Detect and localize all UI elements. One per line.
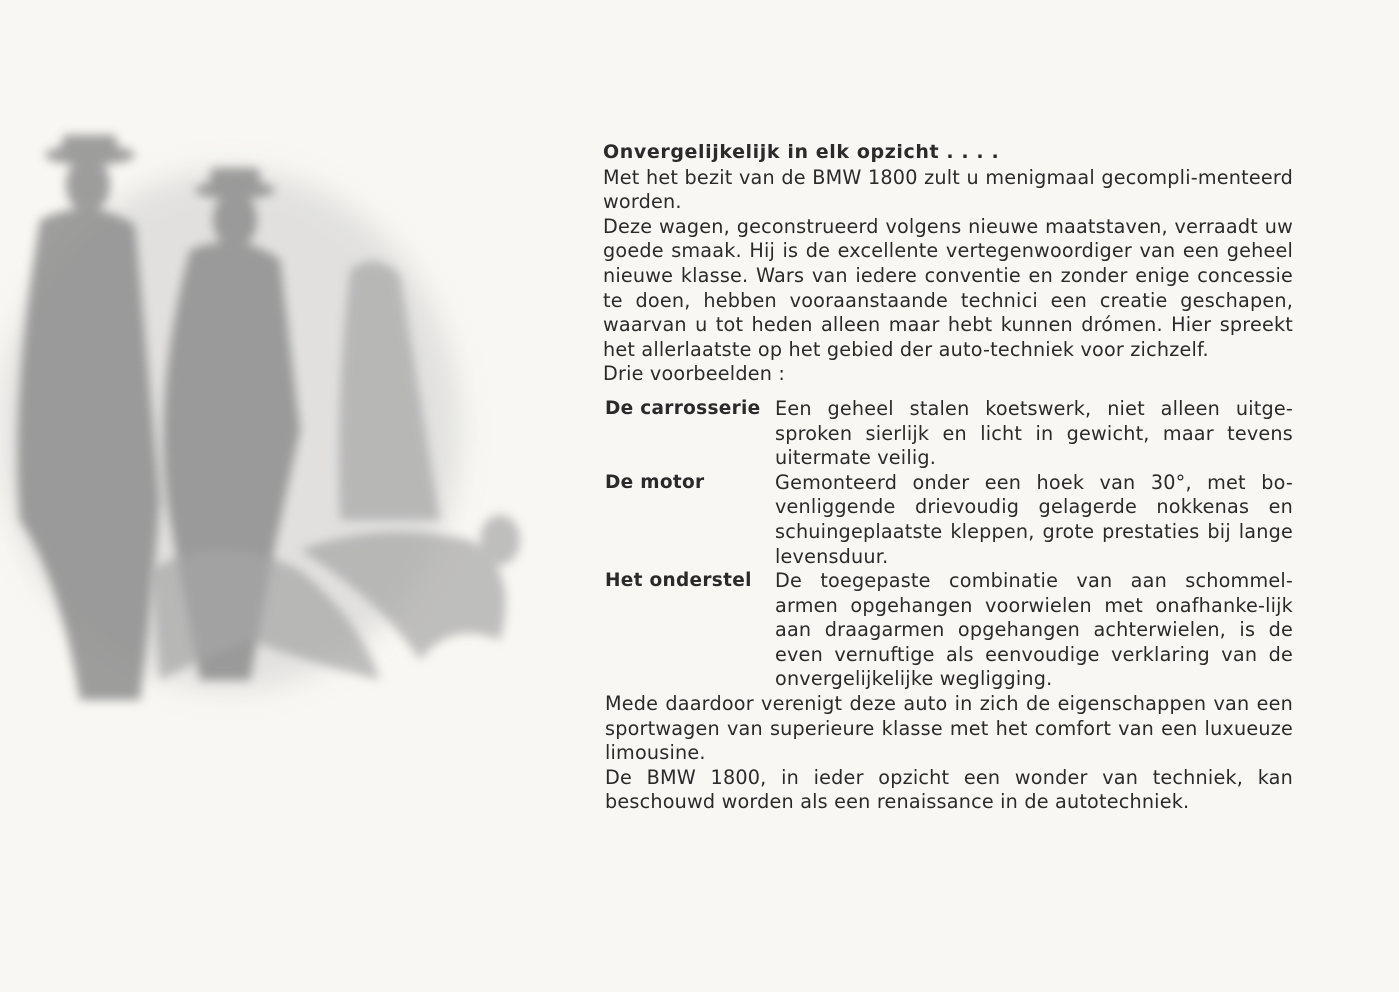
example-label: De carrosserie xyxy=(605,397,761,419)
paragraph-closing-1: Mede daardoor verenigt deze auto in zich de eigenschappen van een sportwagen van superieure klasse met het comfort van een luxueuze limousine. xyxy=(605,692,1293,765)
example-carrosserie xyxy=(603,397,1293,471)
examples-list xyxy=(603,397,1293,692)
example-text: Gemonteerd onder een hoek van 30°, met bo-venliggende drievoudig gelagerde nokkenas en schuingeplaatste kleppen, grote prestaties bij lange levensduur. xyxy=(775,470,1293,568)
article-heading: Onvergelijkelijk in elk opzicht . . . . xyxy=(603,141,1000,163)
example-label: Het onderstel xyxy=(605,570,752,592)
photo-walking-men xyxy=(0,100,560,740)
paragraph-intro: Met het bezit van de BMW 1800 zult u menigmaal gecompli-menteerd worden. xyxy=(603,165,1293,214)
example-onderstel xyxy=(603,569,1293,692)
article-text xyxy=(603,140,1293,815)
paragraph-body: Deze wagen, geconstrueerd volgens nieuwe maatstaven, verraadt uw goede smaak. Hij is de excellente vertegenwoordiger van een geheel nieuwe klasse. Wars van iedere conventie en zonder enige concessie te doen, hebben vooraanstaande technici een creatie geschapen, waarvan u tot heden alleen maar hebt kunnen drómen. Hier spreekt het allerlaatste op het gebied der auto-techniek voor zichzelf. xyxy=(603,214,1293,361)
closing-text xyxy=(603,692,1293,815)
paragraph-examples-intro: Drie voorbeelden : xyxy=(603,362,786,386)
example-motor xyxy=(603,471,1293,569)
paragraph-closing-2: De BMW 1800, in ieder opzicht een wonder van techniek, kan beschouwd worden als een renaissance in de autotechniek. xyxy=(605,765,1293,814)
example-text: De toegepaste combinatie van aan schommel-armen opgehangen voorwielen met onafhanke-lijk aan draagarmen opgehangen achterwielen, is de even vernuftige als eenvoudige verklaring van de onvergelijkelijke wegligging. xyxy=(775,569,1293,691)
example-label: De motor xyxy=(605,471,705,493)
example-text: Een geheel stalen koetswerk, niet alleen uitge-sproken sierlijk en licht in gewicht, maar tevens uitermate veilig. xyxy=(775,396,1293,470)
